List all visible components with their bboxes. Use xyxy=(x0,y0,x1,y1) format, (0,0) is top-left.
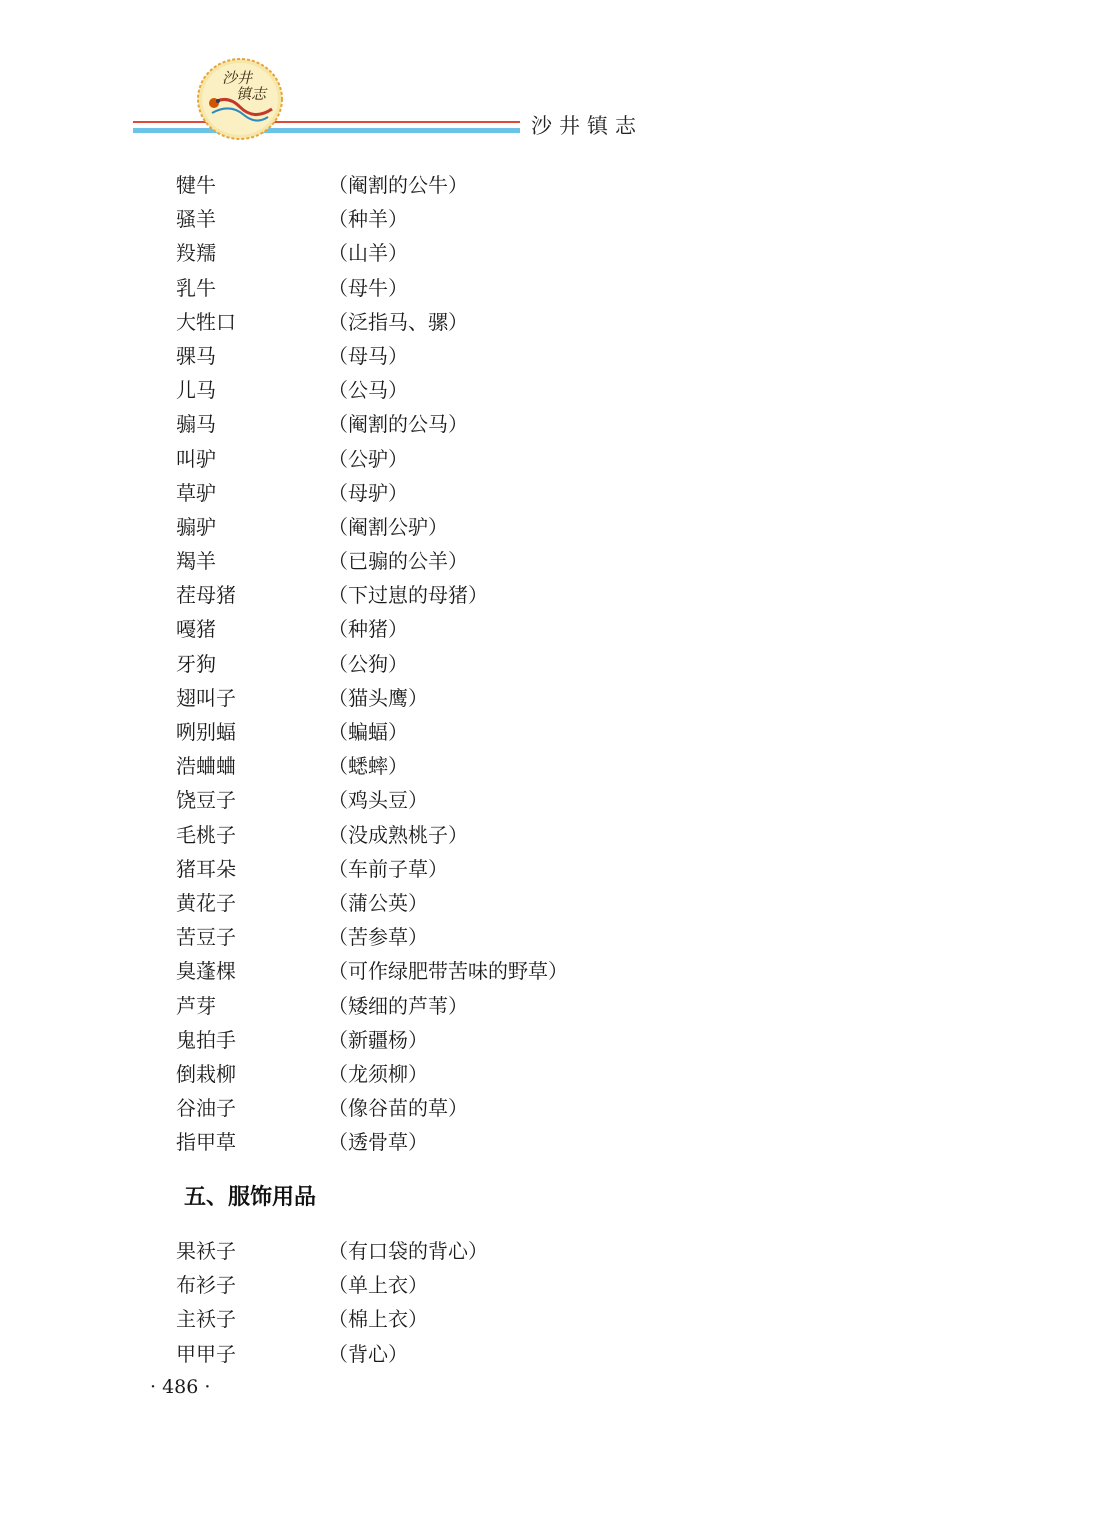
logo-text-line2: 镇志 xyxy=(236,85,267,103)
glossary-entry xyxy=(176,1234,876,1268)
entry-term: 叫驴 xyxy=(176,446,216,471)
entry-term: 咧别蝠 xyxy=(176,720,236,744)
entry-term: 饶豆子 xyxy=(176,788,236,813)
entry-gloss: （母驴） xyxy=(328,480,408,505)
entry-gloss: （蟋蟀） xyxy=(328,754,408,779)
entry-term: 羯羊 xyxy=(176,549,216,574)
entry-gloss: （猫头鹰） xyxy=(328,685,428,710)
header-rule-blue xyxy=(133,128,520,133)
glossary-entry xyxy=(176,373,876,407)
entry-gloss: （鸡头豆） xyxy=(328,788,428,813)
entry-gloss: （公狗） xyxy=(328,651,408,676)
entry-gloss: （有口袋的背心） xyxy=(328,1239,488,1263)
entry-term: 翅叫子 xyxy=(176,685,236,710)
page-number: · 486 · xyxy=(150,1376,211,1398)
glossary-entry xyxy=(176,339,876,373)
entry-gloss: （蝙蝠） xyxy=(328,720,408,744)
glossary-entry xyxy=(176,305,876,339)
glossary-entry xyxy=(176,271,876,305)
entry-term: 茬母猪 xyxy=(176,583,236,608)
entry-term: 指甲草 xyxy=(176,1130,236,1155)
glossary-entry xyxy=(176,510,876,544)
glossary-entry xyxy=(176,236,876,270)
glossary-entry xyxy=(176,852,876,886)
entry-gloss: （蒲公英） xyxy=(328,890,428,915)
glossary-entry xyxy=(176,1023,876,1057)
glossary-entry xyxy=(176,612,876,646)
glossary-list xyxy=(176,168,876,1159)
glossary-entry xyxy=(176,1057,876,1091)
glossary-entry xyxy=(176,783,876,817)
entry-term: 犍牛 xyxy=(176,173,216,197)
entry-term: 牙狗 xyxy=(176,651,216,676)
entry-gloss: （可作绿肥带苦味的野草） xyxy=(328,959,568,984)
entry-gloss: （阉割的公马） xyxy=(328,412,468,437)
entry-gloss: （背心） xyxy=(328,1341,408,1366)
entry-term: 浩蛐蛐 xyxy=(176,754,236,779)
entry-term: 谷油子 xyxy=(176,1096,236,1121)
entry-term: 儿马 xyxy=(176,378,216,403)
glossary-entry xyxy=(176,1337,876,1371)
entry-gloss: （山羊） xyxy=(328,241,408,266)
glossary-entry xyxy=(176,681,876,715)
entry-term: 臭蓬棵 xyxy=(176,959,236,984)
running-title: 沙井镇志 xyxy=(531,114,643,138)
header-rule-red xyxy=(133,121,520,123)
glossary-entry xyxy=(176,920,876,954)
entry-term: 甲甲子 xyxy=(176,1341,236,1366)
entry-term: 羖羺 xyxy=(176,241,216,266)
entry-term: 大牲口 xyxy=(176,309,236,334)
glossary-entry xyxy=(176,715,876,749)
entry-term: 芦芽 xyxy=(176,993,216,1018)
glossary-entry xyxy=(176,818,876,852)
entry-gloss: （已骟的公羊） xyxy=(328,549,468,574)
entry-term: 毛桃子 xyxy=(176,822,236,847)
entry-gloss: （泛指马、骡） xyxy=(328,309,468,334)
entry-gloss: （种猪） xyxy=(328,617,408,642)
glossary-entry xyxy=(176,1125,876,1159)
glossary-entry xyxy=(176,1302,876,1336)
entry-gloss: （像谷苗的草） xyxy=(328,1096,468,1121)
logo-text-line1: 沙井 xyxy=(222,69,253,87)
entry-gloss: （母牛） xyxy=(328,275,408,300)
glossary-entry xyxy=(176,954,876,988)
glossary-entry xyxy=(176,1091,876,1125)
entry-term: 嘠猪 xyxy=(176,617,216,642)
entry-gloss: （没成熟桃子） xyxy=(328,822,468,847)
entry-term: 乳牛 xyxy=(176,275,216,300)
entry-gloss: （阉割的公牛） xyxy=(328,173,468,197)
entry-term: 主袄子 xyxy=(176,1307,236,1332)
glossary-entry xyxy=(176,476,876,510)
entry-term: 骒马 xyxy=(176,343,216,368)
glossary-entry xyxy=(176,202,876,236)
entry-gloss: （种羊） xyxy=(328,207,408,232)
entry-gloss: （下过崽的母猪） xyxy=(328,583,488,608)
entry-gloss: （矮细的芦苇） xyxy=(328,993,468,1018)
glossary-list-clothing xyxy=(176,1234,876,1371)
glossary-entry xyxy=(176,168,876,202)
glossary-entry xyxy=(176,886,876,920)
glossary-entry xyxy=(176,578,876,612)
entry-term: 骟马 xyxy=(176,412,216,437)
entry-gloss: （龙须柳） xyxy=(328,1061,428,1086)
entry-gloss: （单上衣） xyxy=(328,1273,428,1298)
glossary-entry xyxy=(176,749,876,783)
entry-term: 猪耳朵 xyxy=(176,856,236,881)
entry-term: 鬼拍手 xyxy=(176,1027,236,1052)
entry-gloss: （车前子草） xyxy=(328,856,448,881)
entry-gloss: （苦参草） xyxy=(328,925,428,950)
glossary-entry xyxy=(176,442,876,476)
entry-gloss: （新疆杨） xyxy=(328,1027,428,1052)
section-heading: 五、服饰用品 xyxy=(184,1185,317,1210)
entry-gloss: （公马） xyxy=(328,378,408,403)
gazetteer-logo xyxy=(196,57,284,141)
entry-term: 草驴 xyxy=(176,480,216,505)
entry-gloss: （公驴） xyxy=(328,446,408,471)
entry-gloss: （母马） xyxy=(328,343,408,368)
glossary-entry xyxy=(176,647,876,681)
entry-term: 黄花子 xyxy=(176,890,236,915)
glossary-entry xyxy=(176,1268,876,1302)
entry-term: 倒栽柳 xyxy=(176,1061,236,1086)
entry-gloss: （透骨草） xyxy=(328,1130,428,1155)
entry-gloss: （棉上衣） xyxy=(328,1307,428,1332)
glossary-entry xyxy=(176,989,876,1023)
glossary-entry xyxy=(176,407,876,441)
entry-gloss: （阉割公驴） xyxy=(328,514,448,539)
glossary-entry xyxy=(176,544,876,578)
entry-term: 骟驴 xyxy=(176,514,216,539)
entry-term: 骚羊 xyxy=(176,207,216,232)
entry-term: 果袄子 xyxy=(176,1239,236,1263)
entry-term: 布衫子 xyxy=(176,1273,236,1298)
entry-term: 苦豆子 xyxy=(176,925,236,950)
page-header xyxy=(0,0,1093,150)
